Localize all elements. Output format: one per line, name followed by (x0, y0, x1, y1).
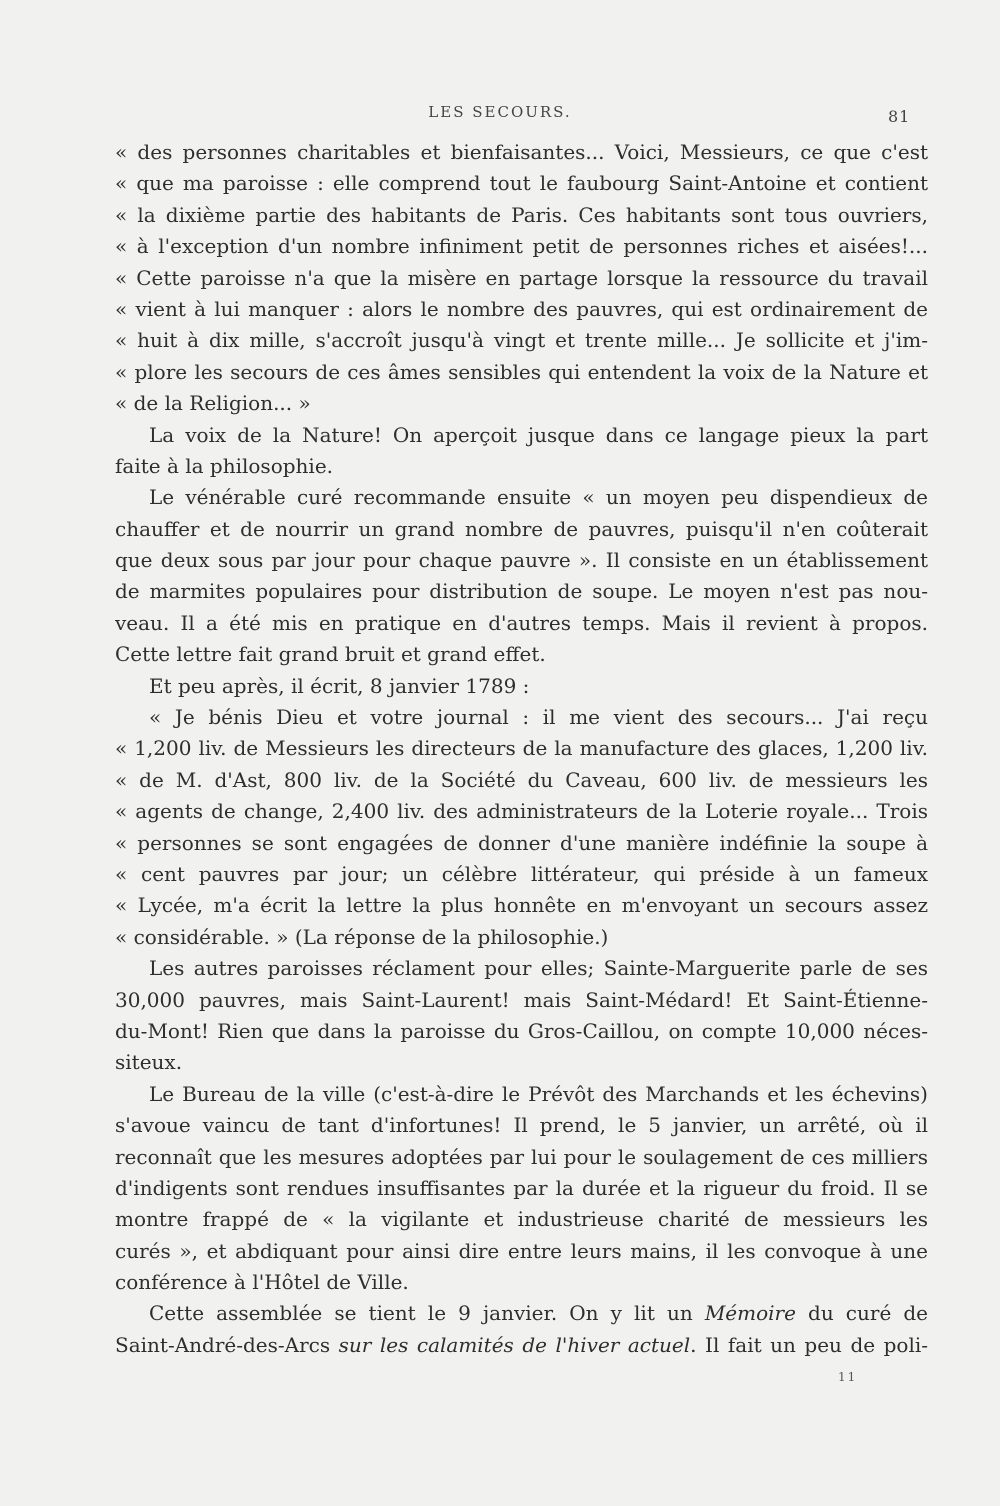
text-line (115, 357, 928, 388)
italic-title: sur les calamités de l'hiver actuel (338, 1332, 691, 1357)
text-span: Les autres paroisses réclament pour elles; Sainte-Marguerite parle de ses (149, 956, 928, 981)
text-line (115, 231, 928, 262)
text-span: de marmites populaires pour distribution de soupe. Le moyen n'est pas nou- (115, 579, 928, 604)
text-span: Cette assemblée se tient le 9 janvier. On y lit un (149, 1301, 705, 1326)
text-span: « 1,200 liv. de Messieurs les directeurs de la manufacture des glaces, 1,200 liv. (115, 736, 928, 761)
text-line (115, 514, 928, 545)
text-line (115, 922, 928, 953)
text-line (115, 451, 928, 482)
text-line (115, 859, 928, 890)
text-line (115, 828, 928, 859)
text-line (115, 137, 928, 168)
running-header: LES SECOURS. (428, 103, 572, 121)
text-span: Et peu après, il écrit, 8 janvier 1789 : (149, 673, 530, 698)
text-span: « à l'exception d'un nombre infiniment petit de personnes riches et aisées!... (115, 234, 928, 259)
text-span: Saint-André-des-Arcs (115, 1332, 339, 1357)
text-span: veau. Il a été mis en pratique en d'autres temps. Mais il revient à propos. (115, 610, 928, 635)
text-line (115, 985, 928, 1016)
text-span: reconnaît que les mesures adoptées par lui pour le soulagement de ces milliers (115, 1144, 928, 1169)
text-line (115, 1330, 928, 1361)
text-span: d'indigents sont rendues insuffisantes par la durée et la rigueur du froid. Il se (115, 1175, 928, 1200)
text-line (115, 1173, 928, 1204)
text-span: « vient à lui manquer : alors le nombre des pauvres, qui est ordinairement de (115, 296, 928, 321)
text-span: « considérable. » (La réponse de la philosophie.) (115, 924, 609, 949)
text-span: « de M. d'Ast, 800 liv. de la Société du Caveau, 600 liv. de messieurs les (115, 767, 928, 792)
text-span: « cent pauvres par jour; un célèbre littérateur, qui préside à un fameux (115, 861, 928, 886)
text-span: La voix de la Nature! On aperçoit jusque dans ce langage pieux la part (149, 422, 928, 447)
text-line (115, 1110, 928, 1141)
text-line (115, 1298, 928, 1329)
text-span: s'avoue vaincu de tant d'infortunes! Il prend, le 5 janvier, un arrêté, où il (115, 1113, 928, 1138)
text-span: Le vénérable curé recommande ensuite « un moyen peu dispendieux de (149, 485, 928, 510)
text-line (115, 1016, 928, 1047)
text-span: montre frappé de « la vigilante et industrieuse charité de messieurs les (115, 1207, 928, 1232)
text-span: faite à la philosophie. (115, 453, 334, 478)
text-span: « agents de change, 2,400 liv. des administrateurs de la Loterie royale... Trois (115, 799, 928, 824)
text-line (115, 576, 928, 607)
text-span: siteux. (115, 1050, 183, 1075)
text-span: « des personnes charitables et bienfaisantes... Voici, Messieurs, ce que c'est (115, 140, 928, 164)
text-line (115, 953, 928, 984)
text-line (115, 671, 928, 702)
text-line (115, 1204, 928, 1235)
signature-mark: 11 (838, 1370, 858, 1384)
text-span: « Je bénis Dieu et votre journal : il me vient des secours... J'ai reçu (149, 705, 928, 730)
text-line (115, 325, 928, 356)
text-span: Cette lettre fait grand bruit et grand effet. (115, 642, 546, 667)
text-line (115, 733, 928, 764)
text-span: conférence à l'Hôtel de Ville. (115, 1270, 409, 1295)
text-line (115, 702, 928, 733)
text-line (115, 1236, 928, 1267)
text-span: curés », et abdiquant pour ainsi dire entre leurs mains, il les convoque à une (115, 1238, 928, 1263)
text-span: « que ma paroisse : elle comprend tout le faubourg Saint-Antoine et contient (115, 171, 928, 196)
text-span: que deux sous par jour pour chaque pauvre ». Il consiste en un établissement (115, 548, 928, 573)
text-line (115, 608, 928, 639)
text-line (115, 890, 928, 921)
text-line (115, 1079, 928, 1110)
text-span: « huit à dix mille, s'accroît jusqu'à vingt et trente mille... Je sollicite et j'im- (115, 328, 928, 353)
text-line (115, 200, 928, 231)
text-span: Le Bureau de la ville (c'est-à-dire le Prévôt des Marchands et les échevins) (149, 1081, 928, 1106)
text-span: chauffer et de nourrir un grand nombre de pauvres, puisqu'il n'en coûterait (115, 516, 928, 541)
text-span: « personnes se sont engagées de donner d'une manière indéfinie la soupe à (115, 830, 928, 855)
text-span: « de la Religion... » (115, 391, 311, 416)
italic-title: Mémoire (704, 1301, 796, 1326)
body-text (115, 137, 928, 1361)
text-span: « Lycée, m'a écrit la lettre la plus honnête en m'envoyant un secours assez (115, 893, 928, 918)
text-span: « Cette paroisse n'a que la misère en partage lorsque la ressource du travail (115, 265, 928, 290)
text-line (115, 545, 928, 576)
page-number: 81 (888, 107, 911, 126)
text-line (115, 639, 928, 670)
text-span: du-Mont! Rien que dans la paroisse du Gros-Caillou, on compte 10,000 néces- (115, 1018, 928, 1043)
text-line (115, 294, 928, 325)
text-line (115, 263, 928, 294)
text-line (115, 1047, 928, 1078)
text-span: « la dixième partie des habitants de Paris. Ces habitants sont tous ouvriers, (115, 202, 928, 227)
text-span: . Il fait un peu de poli- (690, 1332, 928, 1357)
text-line (115, 482, 928, 513)
text-span: 30,000 pauvres, mais Saint-Laurent! mais Saint-Médard! Et Saint-Étienne- (115, 987, 928, 1012)
text-line (115, 796, 928, 827)
text-line (115, 420, 928, 451)
text-line (115, 765, 928, 796)
text-span: du curé de (795, 1301, 928, 1326)
text-line (115, 1267, 928, 1298)
text-line (115, 168, 928, 199)
text-span: « plore les secours de ces âmes sensibles qui entendent la voix de la Nature et (115, 359, 928, 384)
text-line (115, 1142, 928, 1173)
text-line (115, 388, 928, 419)
